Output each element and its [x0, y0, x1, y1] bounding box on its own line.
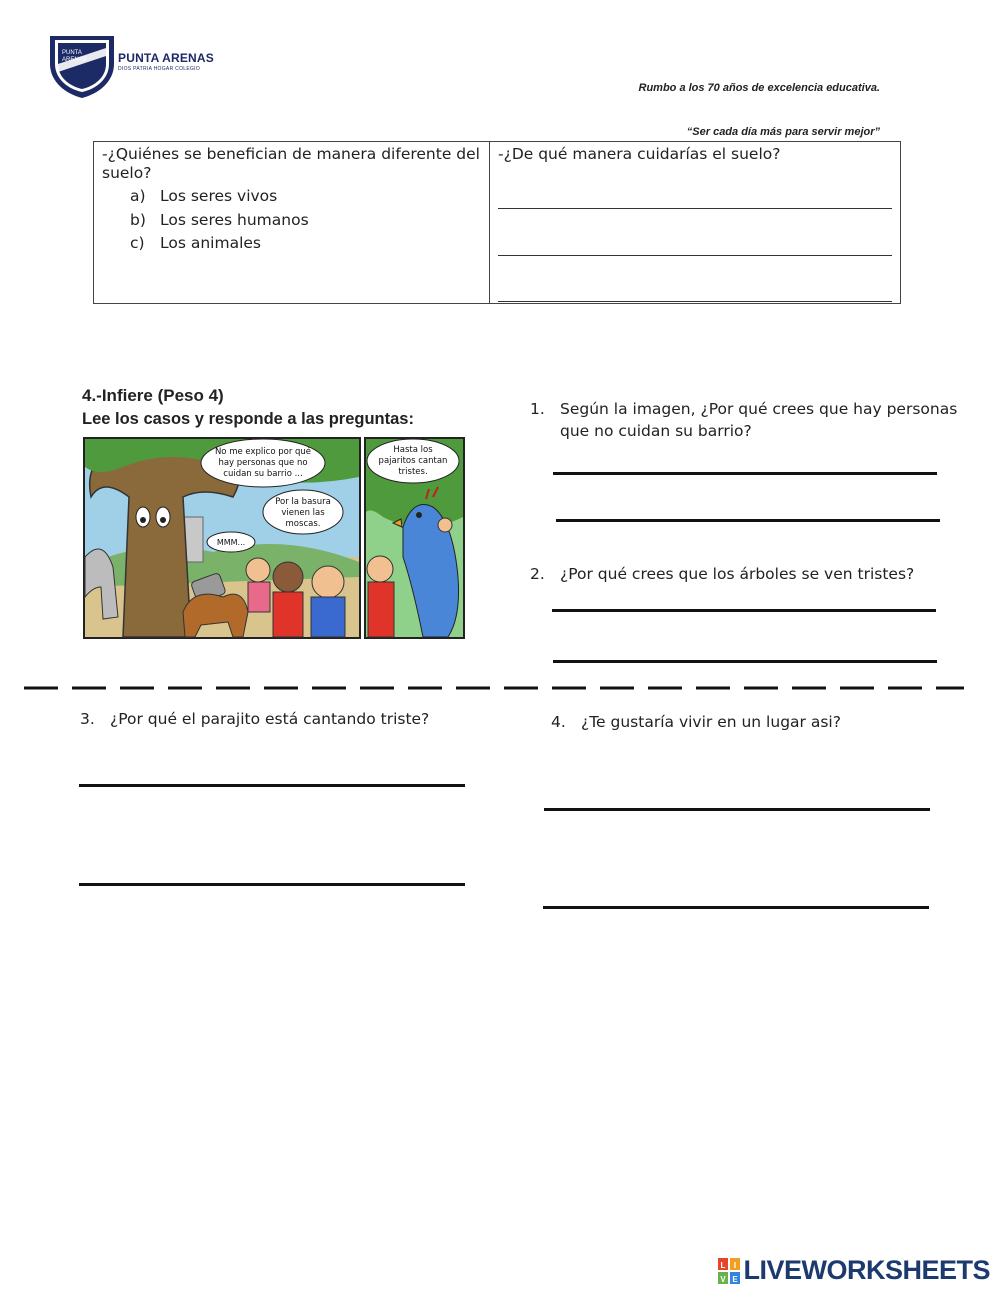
brand-name: LIVEWORKSHEETS — [743, 1255, 990, 1285]
answer-line[interactable] — [498, 301, 892, 302]
answer-line[interactable] — [556, 519, 940, 522]
comic-illustration — [83, 437, 465, 639]
answer-line[interactable] — [543, 906, 929, 909]
svg-text:E: E — [732, 1274, 739, 1284]
answer-line[interactable] — [79, 883, 465, 886]
question-3: 3. ¿Por qué el parajito está cantando triste? — [80, 710, 430, 728]
school-name: PUNTA ARENAS — [118, 51, 214, 65]
dashed-separator — [24, 686, 964, 690]
question-4: 4. ¿Te gustaría vivir en un lugar asi? — [551, 713, 841, 731]
header-tagline-2: “Ser cada día más para servir mejor” — [686, 126, 880, 138]
svg-text:L: L — [721, 1260, 726, 1270]
svg-text:vienen las: vienen las — [281, 508, 325, 518]
question-1: 1. Según la imagen, ¿Por qué crees que hay personas que no cuidan su barrio? — [530, 400, 958, 440]
option-item[interactable]: a) Los seres vivos — [130, 187, 278, 205]
liveworksheets-logo-icon — [718, 1258, 740, 1284]
svg-text:tristes.: tristes. — [398, 467, 428, 477]
answer-line[interactable] — [552, 609, 936, 612]
svg-text:V: V — [720, 1274, 727, 1284]
option-item[interactable]: b) Los seres humanos — [130, 210, 309, 229]
school-logo-text — [118, 51, 214, 72]
answer-line[interactable] — [498, 255, 892, 256]
answer-line[interactable] — [553, 660, 937, 663]
right-question: -¿De qué manera cuidarías el suelo? — [498, 145, 781, 163]
section-subtitle: Lee los casos y responde a las preguntas: — [82, 410, 414, 428]
school-motto: DIOS PATRIA HOGAR COLEGIO — [118, 66, 201, 72]
svg-text:hay personas que no: hay personas que no — [218, 458, 308, 468]
table-cell-left — [94, 142, 490, 303]
liveworksheets-brand[interactable] — [718, 1255, 990, 1286]
answer-line[interactable] — [498, 208, 892, 209]
left-question: -¿Quiénes se benefician de manera diferente del suelo? — [102, 145, 480, 182]
svg-text:No me explico por qué: No me explico por qué — [214, 447, 312, 457]
svg-text:MMM...: MMM... — [216, 538, 246, 547]
options-list — [102, 187, 481, 253]
table-cell-right — [490, 142, 900, 303]
question-table — [93, 141, 901, 304]
shield-text-1: PUNTA — [62, 50, 82, 56]
svg-text:moscas.: moscas. — [285, 519, 321, 529]
svg-text:Por la basura: Por la basura — [275, 497, 331, 507]
answer-line[interactable] — [553, 472, 937, 475]
comic-panel-right — [365, 438, 464, 638]
svg-text:pajaritos cantan: pajaritos cantan — [378, 456, 448, 466]
section-title: 4.-Infiere (Peso 4) — [82, 386, 224, 405]
school-shield-logo — [48, 34, 116, 100]
option-item[interactable]: c) Los animales — [130, 234, 261, 252]
svg-text:Hasta los: Hasta los — [393, 445, 433, 455]
comic-panel-left — [84, 438, 360, 638]
svg-text:I: I — [734, 1260, 737, 1270]
svg-text:cuidan su barrio ...: cuidan su barrio ... — [223, 469, 303, 479]
question-2: 2. ¿Por qué crees que los árboles se ven tristes? — [530, 565, 915, 583]
answer-line[interactable] — [544, 808, 930, 811]
answer-line[interactable] — [79, 784, 465, 787]
shield-text-2: ARENAS — [62, 57, 87, 63]
header-tagline-1: Rumbo a los 70 años de excelencia educativa. — [638, 82, 880, 94]
